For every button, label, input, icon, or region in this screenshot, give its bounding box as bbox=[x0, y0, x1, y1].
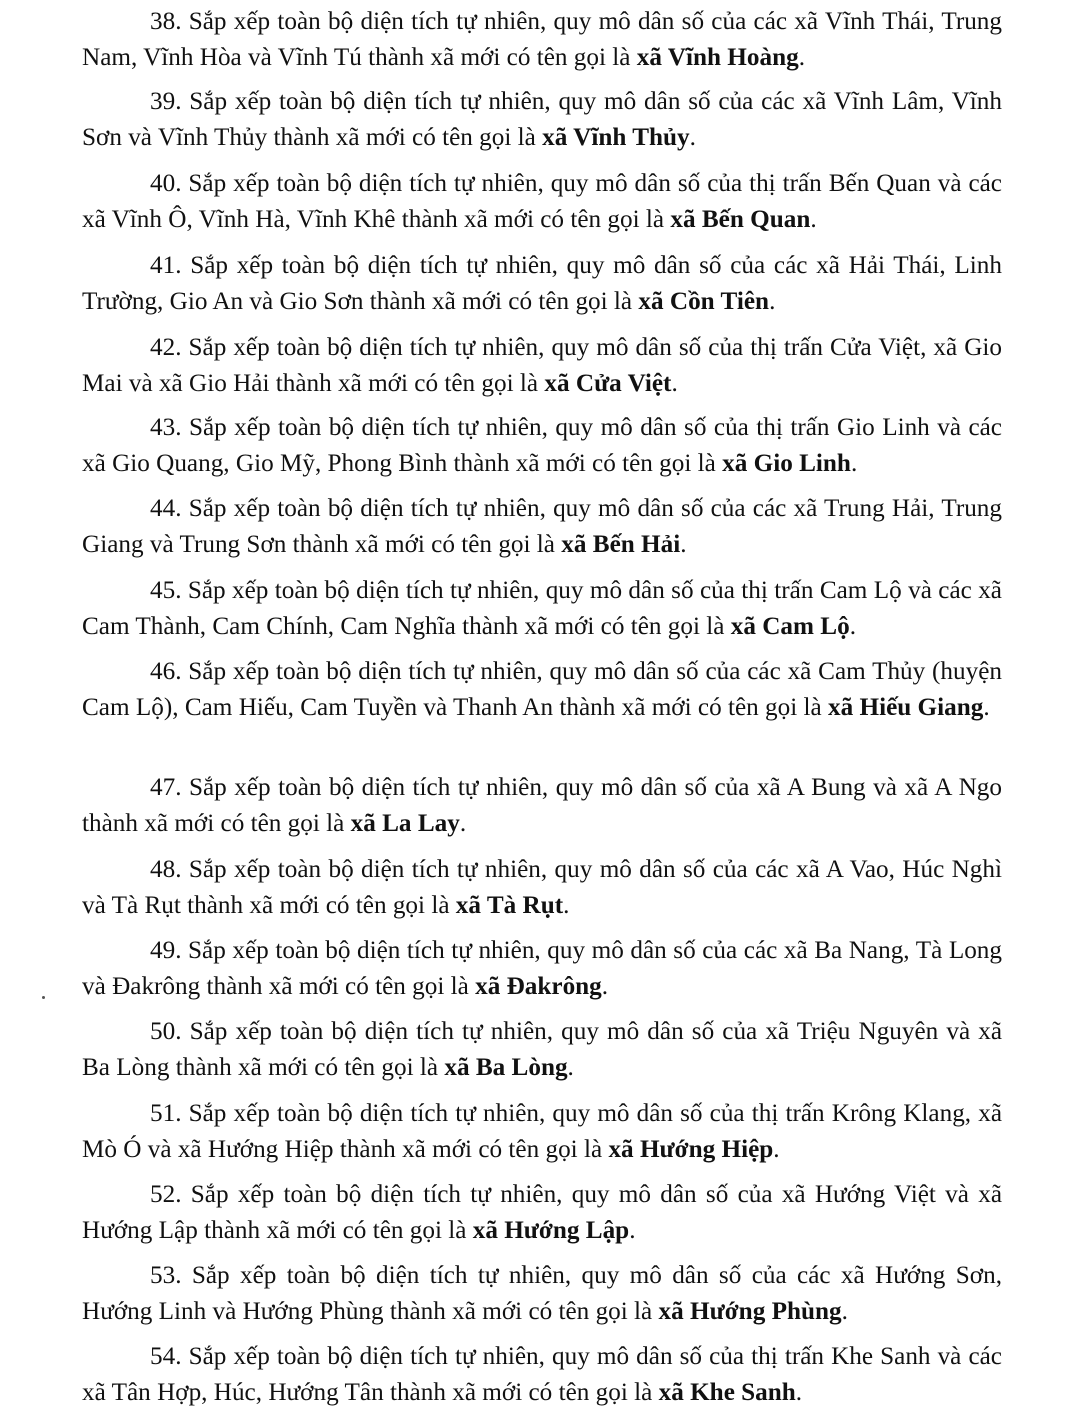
article-end: . bbox=[795, 1379, 803, 1406]
article-end: . bbox=[810, 206, 817, 233]
article-text: 54. Sắp xếp toàn bộ diện tích tự nhiên, quy mô dân số của thị trấn Khe Sanh và các xã Tân Hợp, Húc, Hướng Tân thành xã mới có tên gọi là bbox=[82, 1343, 1002, 1406]
article-50 bbox=[82, 1014, 1002, 1086]
article-text: 53. Sắp xếp toàn bộ diện tích tự nhiên, quy mô dân số của các xã Hướng Sơn, Hướng Linh và Hướng Phùng thành xã mới có tên gọi là bbox=[82, 1262, 1002, 1325]
article-text: 45. Sắp xếp toàn bộ diện tích tự nhiên, quy mô dân số của thị trấn Cam Lộ và các xã Cam Thành, Cam Chính, Cam Nghĩa thành xã mới có tên gọi là bbox=[82, 577, 1002, 640]
article-end: . bbox=[459, 810, 467, 837]
new-commune-name: xã Hướng Phùng bbox=[658, 1298, 842, 1325]
new-commune-name: xã Hướng Lập bbox=[472, 1217, 630, 1244]
article-end: . bbox=[629, 1217, 636, 1244]
article-text: 50. Sắp xếp toàn bộ diện tích tự nhiên, quy mô dân số của xã Triệu Nguyên và xã Ba Lòng thành xã mới có tên gọi là bbox=[82, 1018, 1002, 1081]
article-text: 52. Sắp xếp toàn bộ diện tích tự nhiên, quy mô dân số của xã Hướng Việt và xã Hướng Lập thành xã mới có tên gọi là bbox=[82, 1181, 1002, 1244]
new-commune-name: xã Cồn Tiên bbox=[638, 288, 770, 315]
article-end: . bbox=[680, 531, 687, 558]
article-44 bbox=[82, 491, 1002, 563]
article-end: . bbox=[983, 694, 990, 721]
article-41 bbox=[82, 248, 1002, 320]
article-42 bbox=[82, 330, 1002, 402]
article-text: 44. Sắp xếp toàn bộ diện tích tự nhiên, quy mô dân số của các xã Trung Hải, Trung Giang và Trung Sơn thành xã mới có tên gọi là bbox=[82, 495, 1002, 558]
article-46 bbox=[82, 654, 1002, 726]
article-text: 38. Sắp xếp toàn bộ diện tích tự nhiên, quy mô dân số của các xã Vĩnh Thái, Trung Nam, Vĩnh Hòa và Vĩnh Tú thành xã mới có tên gọi là bbox=[82, 8, 1002, 71]
article-text: 43. Sắp xếp toàn bộ diện tích tự nhiên, quy mô dân số của thị trấn Gio Linh và các xã Gio Quang, Gio Mỹ, Phong Bình thành xã mới có tên gọi là bbox=[82, 414, 1002, 477]
article-end: . bbox=[671, 370, 678, 397]
article-text: 49. Sắp xếp toàn bộ diện tích tự nhiên, quy mô dân số của các xã Ba Nang, Tà Long và Đakrông thành xã mới có tên gọi là bbox=[82, 937, 1002, 1000]
article-45 bbox=[82, 573, 1002, 645]
article-47 bbox=[82, 770, 1002, 842]
article-53 bbox=[82, 1258, 1002, 1330]
new-commune-name: xã Đakrông bbox=[475, 973, 602, 1000]
new-commune-name: xã La Lay bbox=[350, 810, 460, 837]
new-commune-name: xã Bến Quan bbox=[670, 206, 811, 233]
article-end: . bbox=[567, 1054, 574, 1081]
article-43 bbox=[82, 410, 1002, 482]
new-commune-name: xã Khe Sanh bbox=[658, 1379, 796, 1406]
article-end: . bbox=[769, 288, 776, 315]
new-commune-name: xã Tà Rụt bbox=[455, 892, 564, 919]
article-text: 51. Sắp xếp toàn bộ diện tích tự nhiên, quy mô dân số của thị trấn Krông Klang, xã Mò Ó và xã Hướng Hiệp thành xã mới có tên gọi là bbox=[82, 1100, 1002, 1163]
new-commune-name: xã Vĩnh Hoàng bbox=[636, 44, 799, 71]
article-end: . bbox=[773, 1136, 780, 1163]
scan-speck bbox=[42, 996, 45, 999]
new-commune-name: xã Cam Lộ bbox=[730, 613, 850, 640]
article-end: . bbox=[849, 613, 856, 640]
article-text: 46. Sắp xếp toàn bộ diện tích tự nhiên, quy mô dân số của các xã Cam Thủy (huyện Cam Lộ), Cam Hiếu, Cam Tuyền và Thanh An thành xã mới có tên gọi là bbox=[82, 658, 1002, 721]
article-text: 47. Sắp xếp toàn bộ diện tích tự nhiên, quy mô dân số của xã A Bung và xã A Ngo thành xã mới có tên gọi là bbox=[82, 774, 1002, 837]
new-commune-name: xã Hiếu Giang bbox=[828, 694, 984, 721]
new-commune-name: xã Vĩnh Thủy bbox=[542, 124, 690, 151]
article-text: 40. Sắp xếp toàn bộ diện tích tự nhiên, quy mô dân số của thị trấn Bến Quan và các xã Vĩnh Ô, Vĩnh Hà, Vĩnh Khê thành xã mới có tên gọi là bbox=[82, 170, 1002, 233]
article-54 bbox=[82, 1339, 1002, 1411]
article-text: 42. Sắp xếp toàn bộ diện tích tự nhiên, quy mô dân số của thị trấn Cửa Việt, xã Gio Mai và xã Gio Hải thành xã mới có tên gọi là bbox=[82, 334, 1002, 397]
article-39 bbox=[82, 84, 1002, 156]
article-text: 41. Sắp xếp toàn bộ diện tích tự nhiên, quy mô dân số của các xã Hải Thái, Linh Trường, Gio An và Gio Sơn thành xã mới có tên gọi là bbox=[82, 252, 1002, 315]
article-52 bbox=[82, 1177, 1002, 1249]
article-38 bbox=[82, 4, 1002, 76]
article-51 bbox=[82, 1096, 1002, 1168]
article-end: . bbox=[798, 44, 805, 71]
article-end: . bbox=[563, 892, 570, 919]
article-text: 48. Sắp xếp toàn bộ diện tích tự nhiên, quy mô dân số của các xã A Vao, Húc Nghì và Tà Rụt thành xã mới có tên gọi là bbox=[82, 856, 1002, 919]
new-commune-name: xã Gio Linh bbox=[722, 450, 851, 477]
new-commune-name: xã Hướng Hiệp bbox=[608, 1136, 774, 1163]
article-49 bbox=[82, 933, 1002, 1005]
article-end: . bbox=[689, 124, 696, 151]
new-commune-name: xã Bến Hải bbox=[561, 531, 681, 558]
new-commune-name: xã Ba Lòng bbox=[444, 1054, 568, 1081]
new-commune-name: xã Cửa Việt bbox=[544, 370, 672, 397]
article-end: . bbox=[850, 450, 858, 477]
article-end: . bbox=[841, 1298, 848, 1325]
article-40 bbox=[82, 166, 1002, 238]
article-48 bbox=[82, 852, 1002, 924]
article-end: . bbox=[601, 973, 609, 1000]
article-text: 39. Sắp xếp toàn bộ diện tích tự nhiên, quy mô dân số của các xã Vĩnh Lâm, Vĩnh Sơn và Vĩnh Thủy thành xã mới có tên gọi là bbox=[82, 88, 1002, 151]
